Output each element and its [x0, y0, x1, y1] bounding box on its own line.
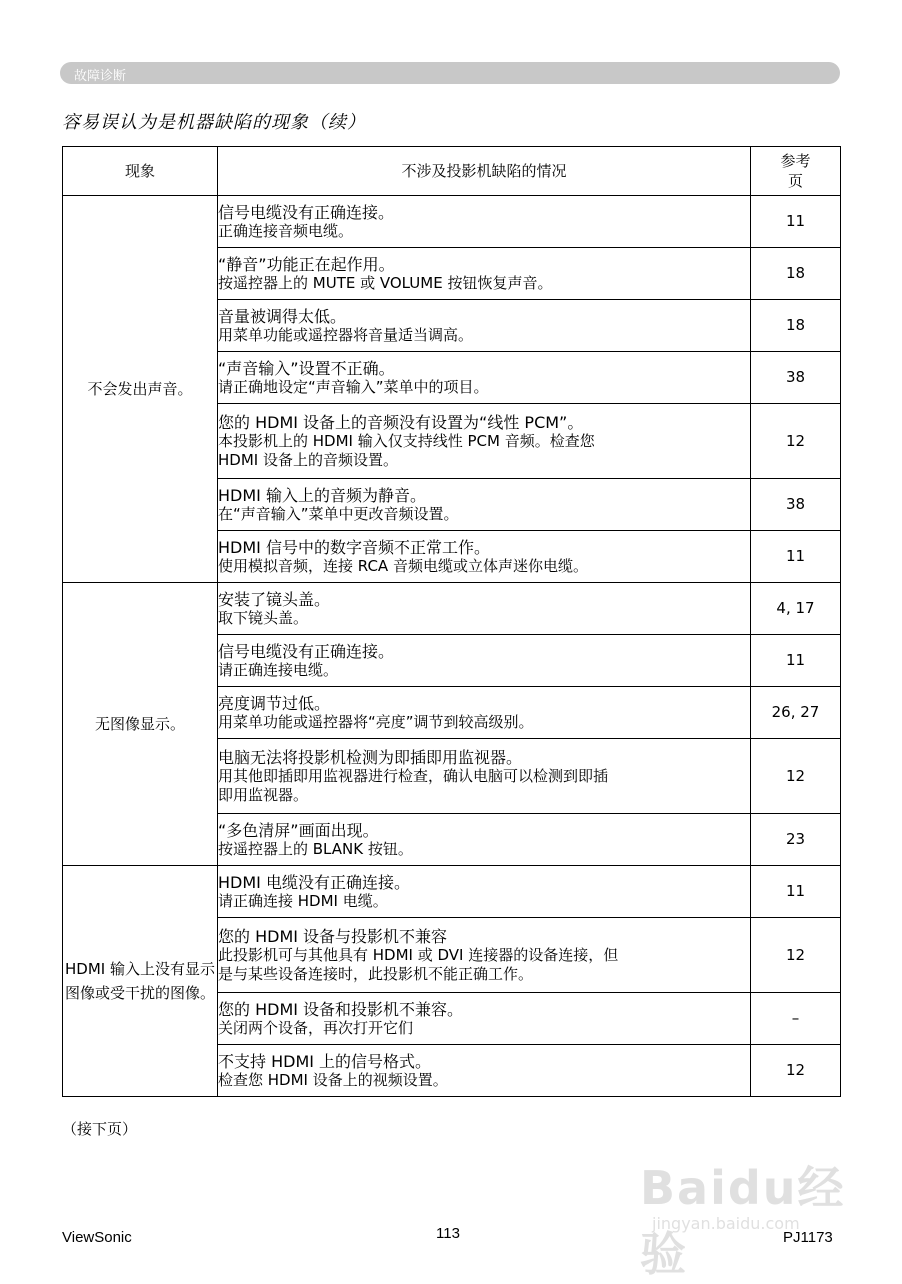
reference-page-cell: 12: [751, 739, 841, 814]
condition-cause: 不支持 HDMI 上的信号格式。: [218, 1051, 432, 1071]
reference-page-cell: 12: [751, 1045, 841, 1097]
symptom-cell: 无图像显示。: [63, 583, 218, 866]
condition-remedy: 正确连接音频电缆。: [218, 221, 354, 240]
condition-remedy: 是与某些设备连接时，此投影机不能正确工作。: [218, 964, 534, 983]
condition-remedy: 请正确连接电缆。: [218, 660, 339, 679]
condition-cell: [218, 635, 751, 687]
condition-cell: [218, 687, 751, 739]
table-body: [63, 196, 841, 1097]
condition-remedy: 即用监视器。: [218, 785, 309, 804]
table-header-row: [63, 147, 841, 196]
condition-cause: 安装了镜头盖。: [218, 589, 331, 609]
column-header-reference-page: 参考 页: [751, 147, 841, 196]
condition-cause: 亮度调节过低。: [218, 693, 331, 713]
condition-cell: [218, 196, 751, 248]
watermark-logo: Baidu经验: [640, 1161, 846, 1281]
condition-cell: [218, 479, 751, 531]
reference-page-cell: 12: [751, 918, 841, 993]
section-header-bar: [60, 62, 840, 84]
condition-remedy: 关闭两个设备，再次打开它们: [218, 1018, 414, 1037]
table-row: [63, 866, 841, 918]
condition-remedy: HDMI 设备上的音频设置。: [218, 450, 398, 469]
continued-note: （接下页）: [62, 1120, 138, 1138]
condition-remedy: 请正确地设定“声音输入”菜单中的项目。: [218, 377, 489, 396]
condition-cause: 您的 HDMI 设备上的音频没有设置为“线性 PCM”。: [218, 412, 584, 432]
condition-remedy: 用菜单功能或遥控器将“亮度”调节到较高级别。: [218, 712, 534, 731]
condition-remedy: 请正确连接 HDMI 电缆。: [218, 891, 388, 910]
watermark-url: jingyan.baidu.com: [652, 1214, 800, 1233]
reference-page-cell: 11: [751, 196, 841, 248]
footer-brand: ViewSonic: [62, 1229, 132, 1246]
reference-page-cell: 11: [751, 531, 841, 583]
condition-remedy: 用其他即插即用监视器进行检查，确认电脑可以检测到即插: [218, 766, 609, 785]
condition-cause: 您的 HDMI 设备与投影机不兼容: [218, 926, 448, 946]
condition-cause: “静音”功能正在起作用。: [218, 254, 395, 274]
condition-remedy: 按遥控器上的 MUTE 或 VOLUME 按钮恢复声音。: [218, 273, 553, 292]
condition-cause: “多色清屏”画面出现。: [218, 820, 379, 840]
condition-remedy: 在“声音输入”菜单中更改音频设置。: [218, 504, 459, 523]
reference-page-cell: 23: [751, 814, 841, 866]
column-header-condition: 不涉及投影机缺陷的情况: [218, 147, 751, 196]
reference-page-cell: 26, 27: [751, 687, 841, 739]
condition-cell: [218, 248, 751, 300]
symptom-cell: 不会发出声音。: [63, 196, 218, 583]
footer-model: PJ1173: [783, 1229, 833, 1246]
reference-page-cell: 12: [751, 404, 841, 479]
condition-cell: [218, 404, 751, 479]
symptom-cell: HDMI 输入上没有显示图像或受干扰的图像。: [63, 866, 218, 1097]
condition-cell: [218, 300, 751, 352]
table-row: [63, 196, 841, 248]
condition-remedy: 此投影机可与其他具有 HDMI 或 DVI 连接器的设备连接，但: [218, 945, 619, 964]
condition-cause: HDMI 信号中的数字音频不正常工作。: [218, 537, 490, 557]
page-title: 容易误认为是机器缺陷的现象（续）: [62, 112, 366, 133]
reference-page-cell: –: [751, 993, 841, 1045]
reference-page-cell: 38: [751, 352, 841, 404]
column-header-symptom: 现象: [63, 147, 218, 196]
condition-remedy: 用菜单功能或遥控器将音量适当调高。: [218, 325, 474, 344]
condition-cause: HDMI 电缆没有正确连接。: [218, 872, 410, 892]
condition-cell: [218, 531, 751, 583]
condition-remedy: 检查您 HDMI 设备上的视频设置。: [218, 1070, 448, 1089]
condition-cell: [218, 993, 751, 1045]
condition-cell: [218, 918, 751, 993]
condition-cell: [218, 583, 751, 635]
condition-cell: [218, 866, 751, 918]
reference-page-cell: 4, 17: [751, 583, 841, 635]
condition-cause: HDMI 输入上的音频为静音。: [218, 485, 426, 505]
condition-cell: [218, 814, 751, 866]
baidu-watermark: [640, 1140, 850, 1281]
condition-cell: [218, 352, 751, 404]
condition-cause: 您的 HDMI 设备和投影机不兼容。: [218, 999, 464, 1019]
condition-cause: “声音输入”设置不正确。: [218, 358, 395, 378]
reference-page-cell: 11: [751, 866, 841, 918]
condition-cause: 信号电缆没有正确连接。: [218, 641, 395, 661]
reference-page-cell: 18: [751, 300, 841, 352]
condition-remedy: 本投影机上的 HDMI 输入仅支持线性 PCM 音频。检查您: [218, 431, 595, 450]
reference-page-cell: 11: [751, 635, 841, 687]
page-number: 113: [436, 1225, 460, 1242]
section-label: 故障诊断: [74, 69, 127, 84]
reference-page-cell: 18: [751, 248, 841, 300]
condition-remedy: 使用模拟音频，连接 RCA 音频电缆或立体声迷你电缆。: [218, 556, 588, 575]
table-row: [63, 583, 841, 635]
reference-page-cell: 38: [751, 479, 841, 531]
condition-cause: 电脑无法将投影机检测为即插即用监视器。: [218, 747, 523, 767]
condition-remedy: 取下镜头盖。: [218, 608, 309, 627]
condition-cause: 信号电缆没有正确连接。: [218, 202, 395, 222]
condition-cell: [218, 1045, 751, 1097]
condition-cause: 音量被调得太低。: [218, 306, 347, 326]
troubleshooting-table: [62, 146, 841, 1097]
condition-remedy: 按遥控器上的 BLANK 按钮。: [218, 839, 413, 858]
condition-cell: [218, 739, 751, 814]
